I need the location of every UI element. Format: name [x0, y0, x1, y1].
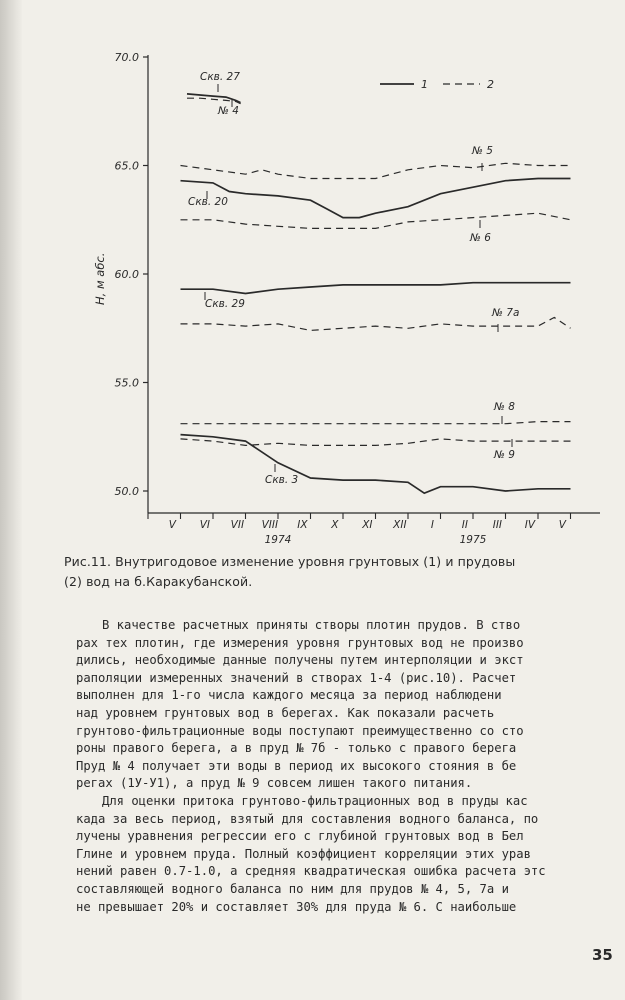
paragraph-2 — [76, 793, 608, 916]
series-label: № 7а — [492, 307, 520, 319]
series-line — [181, 422, 571, 424]
x-ticks — [148, 513, 571, 546]
x-tick-label: II — [461, 519, 468, 531]
chart-legend — [380, 78, 494, 91]
text-line: грунтово-фильтрационные воды поступают преимущественно со сто — [76, 723, 524, 738]
series-line — [181, 179, 571, 218]
series-label: Скв. 20 — [188, 196, 228, 208]
x-tick-label: XI — [362, 519, 373, 531]
text-line: выполнен для 1-го числа каждого месяца за период наблюдени — [76, 688, 502, 703]
page-number: 35 — [592, 946, 613, 964]
year-label: 1974 — [264, 534, 292, 546]
y-ticks — [115, 51, 149, 498]
series-label: № 6 — [470, 232, 491, 244]
x-tick-label: XII — [393, 519, 407, 531]
text-line: дились, необходимые данные получены путем интерполяции и экст — [76, 653, 524, 668]
text-line: када за весь период, взятый для составления водного баланса, по — [76, 811, 539, 826]
y-tick-label: 55.0 — [114, 376, 139, 390]
series-line — [181, 317, 571, 330]
text-line: В качестве расчетных приняты створы плотин прудов. В ство — [102, 618, 521, 632]
x-tick-label: VI — [199, 519, 211, 531]
y-tick-label: 60.0 — [114, 268, 139, 281]
text-line: Для оценки притока грунтово-фильтрационных вод в пруды кас — [102, 793, 528, 808]
series-label: Скв. 27 — [200, 71, 240, 83]
caption-line-1: Рис.11. Внутригодовое изменение уровня грунтовых (1) и прудовы — [64, 554, 516, 569]
x-tick-label: VII — [230, 519, 245, 531]
series-label: № 8 — [494, 401, 515, 413]
text-line: нений равен 0.7-1.0, а средняя квадратическая ошибка расчета этс — [76, 864, 546, 879]
x-tick-label: V — [558, 519, 566, 531]
series-line — [181, 213, 571, 228]
series-line — [181, 283, 571, 294]
text-line: раполяции измеренных значений в створах 1-4 (рис.10). Расчет — [76, 670, 517, 685]
y-tick-label: 70.0 — [114, 51, 139, 64]
x-tick-label: VIII — [261, 519, 279, 531]
text-line: лучены уравнения регрессии его с глубиной грунтовых вод в Бел — [76, 829, 524, 844]
legend-label: 2 — [487, 78, 494, 91]
chart-axes — [148, 55, 600, 513]
series-label: Скв. 29 — [205, 298, 245, 310]
y-tick-label: 65.0 — [114, 159, 139, 173]
text-line: Пруд № 4 получает эти воды в период их высокого стояния в бе — [76, 758, 517, 773]
x-tick-label: X — [331, 519, 339, 531]
body-text — [76, 617, 608, 916]
series-line — [187, 94, 241, 103]
text-line: регах (1У-У1), а пруд № 9 совсем лишен такого питания. — [76, 776, 473, 791]
series-label: № 5 — [472, 145, 493, 157]
paragraph-1 — [76, 617, 608, 793]
caption-line-2: (2) вод на б.Каракубанской. — [64, 574, 253, 589]
series-label: № 4 — [218, 105, 239, 117]
year-label: 1975 — [459, 534, 487, 546]
text-line: над уровнем грунтовых вод в берегах. Как показали расчеть — [76, 705, 495, 720]
series-group — [181, 94, 571, 493]
text-line: составляющей водного баланса по ним для прудов № 4, 5, 7а и — [76, 881, 509, 896]
x-tick-label: I — [430, 519, 434, 531]
y-axis-label: H, м абс. — [93, 252, 107, 305]
x-tick-label: IV — [524, 519, 536, 531]
x-tick-label: V — [168, 519, 176, 531]
legend-label: 1 — [421, 78, 428, 91]
y-tick-label: 50.0 — [114, 485, 139, 498]
series-label: Скв. 3 — [265, 474, 299, 486]
x-tick-label: IX — [297, 519, 308, 531]
text-line: роны правого берега, а в пруд № 7б - только с правого берега — [76, 741, 517, 756]
text-line: Глине и уровнем пруда. Полный коэффициент корреляции этих урав — [76, 846, 531, 861]
figure-caption — [64, 552, 609, 592]
text-line: не превышает 20% и составляет 30% для пруда № 6. С наибольше — [76, 899, 517, 914]
text-line: рах тех плотин, где измерения уровня грунтовых вод не произво — [76, 635, 524, 650]
series-label: № 9 — [494, 449, 515, 461]
x-tick-label: III — [492, 519, 503, 531]
series-line — [181, 163, 571, 178]
